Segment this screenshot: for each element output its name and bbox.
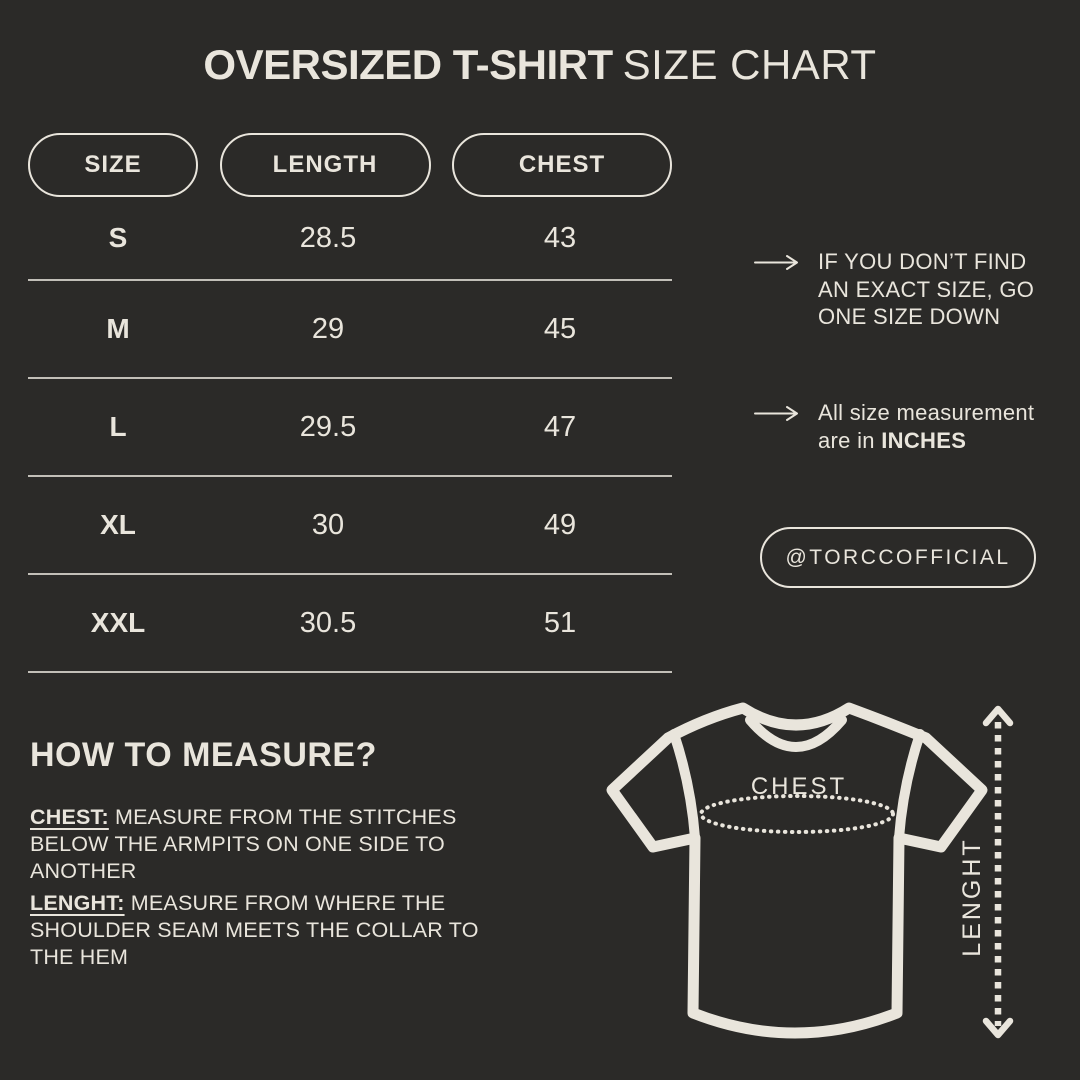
note-line: AN EXACT SIZE, GO	[818, 276, 1035, 302]
measure-description: MEASURE FROM THE STITCHES BELOW THE ARMPITS ON ONE SIDE TO ANOTHER	[30, 805, 457, 883]
table-row	[28, 477, 672, 575]
note-line: IF YOU DON’T FIND	[818, 249, 1027, 274]
chest-cell: 49	[543, 508, 577, 541]
column-header-chest: CHEST	[452, 133, 672, 197]
note-line	[818, 427, 1034, 455]
length-cell: 30	[311, 508, 345, 541]
size-cell: S	[108, 222, 128, 253]
measure-term: CHEST:	[30, 805, 109, 829]
size-cell: L	[109, 411, 127, 442]
page-title	[0, 40, 1080, 90]
chest-cell: 47	[543, 410, 577, 443]
left-sleeve-seam	[674, 734, 695, 838]
measure-instruction-length	[30, 890, 492, 971]
note-text	[818, 399, 1034, 454]
social-handle-badge[interactable]: @TORCCOFFICIAL	[760, 527, 1036, 588]
chest-cell: 45	[543, 312, 577, 345]
measure-instruction-chest	[30, 804, 510, 885]
length-cell: 30.5	[299, 606, 357, 639]
right-sleeve-seam	[899, 734, 920, 838]
column-header-length: LENGTH	[220, 133, 431, 197]
length-arrow-top-chevron	[986, 709, 1010, 723]
measure-description: MEASURE FROM WHERE THE SHOULDER SEAM MEETS THE COLLAR TO THE HEM	[30, 891, 479, 969]
column-header-size: SIZE	[28, 133, 198, 197]
table-header-row	[28, 133, 672, 197]
note-size-down	[754, 248, 1034, 331]
tshirt-outline-icon	[612, 708, 982, 1033]
arrow-right-icon	[754, 405, 800, 422]
title-regular-segment: SIZE CHART	[622, 41, 877, 88]
size-cell: M	[106, 313, 130, 344]
chest-label: CHEST	[750, 773, 848, 800]
length-cell: 28.5	[299, 221, 357, 254]
chest-cell: 51	[543, 606, 577, 639]
length-cell: 29.5	[299, 410, 357, 443]
table-row	[28, 379, 672, 477]
size-chart-table	[28, 133, 672, 673]
chest-cell: 43	[543, 221, 577, 254]
table-row	[28, 575, 672, 673]
note-text	[818, 248, 1034, 331]
note-line: All size measurement	[818, 400, 1035, 425]
note-line: ONE SIZE DOWN	[818, 304, 1001, 329]
table-row	[28, 197, 672, 281]
measure-term: LENGHT:	[30, 891, 125, 915]
note-units	[754, 399, 1034, 454]
size-cell: XL	[100, 509, 136, 540]
arrow-right-icon	[754, 254, 800, 271]
chest-dotted-ellipse-icon	[701, 796, 893, 832]
note-line-bold: INCHES	[881, 427, 967, 453]
how-to-measure-heading: HOW TO MEASURE?	[30, 736, 377, 774]
length-cell: 29	[311, 312, 345, 345]
tshirt-measure-diagram	[590, 690, 1060, 1080]
table-row	[28, 281, 672, 379]
length-label: LENGHT	[958, 837, 986, 957]
size-cell: XXL	[90, 607, 146, 638]
note-line-text: are in	[818, 427, 882, 453]
title-bold-segment: OVERSIZED T-SHIRT	[203, 41, 613, 88]
